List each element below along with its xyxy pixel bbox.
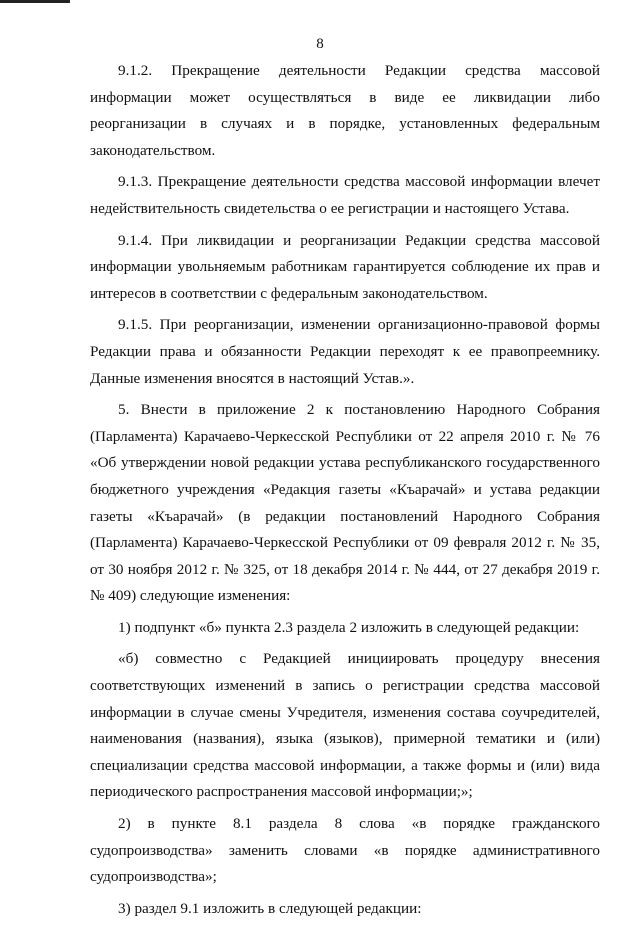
paragraph-subitem-2: 2) в пункте 8.1 раздела 8 слова «в порядке гражданского судопроизводства» заменить словами «в порядке административного судопроизводства»; (90, 815, 600, 886)
document-body (90, 58, 600, 927)
paragraph-9-1-4: 9.1.4. При ликвидации и реорганизации Редакции средства массовой информации увольняемым работникам гарантируется соблюдение их прав и интересов в соответствии с федеральным законодательством. (90, 231, 600, 302)
page-number: 8 (316, 36, 324, 52)
paragraph-quoted-b: «б) совместно с Редакцией инициировать процедуру внесения соответствующих изменений в запись о регистрации средства массовой информации в случае смены Учредителя, изменения состава соучредителей, наименования (названия), языка (языков), примерной тематики и (или) специализации средства массовой информации, а также формы и (или) вида периодического распространения массовой информации;»; (90, 650, 600, 801)
paragraph-subitem-1: 1) подпункт «б» пункта 2.3 раздела 2 изложить в следующей редакции: (118, 618, 580, 636)
paragraph-9-1-3: 9.1.3. Прекращение деятельности средства массовой информации влечет недействительность свидетельства о ее регистрации и настоящего Устава. (90, 173, 600, 217)
paragraph-subitem-3: 3) раздел 9.1 изложить в следующей редакции: (118, 899, 422, 917)
scan-edge-mark (0, 0, 70, 3)
paragraph-9-1-5: 9.1.5. При реорганизации, изменении организационно-правовой формы Редакции права и обязанности Редакции переходят к ее правопреемнику. Данные изменения вносятся в настоящий Устав.». (90, 316, 600, 387)
paragraph-9-1-2: 9.1.2. Прекращение деятельности Редакции средства массовой информации может осуществляться в виде ее ликвидации либо реорганизации в случаях и в порядке, установленных федеральным законодательством. (90, 62, 600, 159)
paragraph-item-5: 5. Внести в приложение 2 к постановлению Народного Собрания (Парламента) Карачаево-Черкесской Республики от 22 апреля 2010 г. № 76 «Об утверждении новой редакции устава республиканского государственного бюджетного учреждения «Редакция газеты «Къарачай» и устава редакции газеты «Къарачай» (в редакции постановлений Народного Собрания (Парламента) Карачаево-Черкесской Республики от 09 февраля 2012 г. № 35, от 30 ноября 2012 г. № 325, от 18 декабря 2014 г. № 444, от 27 декабря 2019 г. № 409) следующие изменения: (90, 401, 600, 605)
